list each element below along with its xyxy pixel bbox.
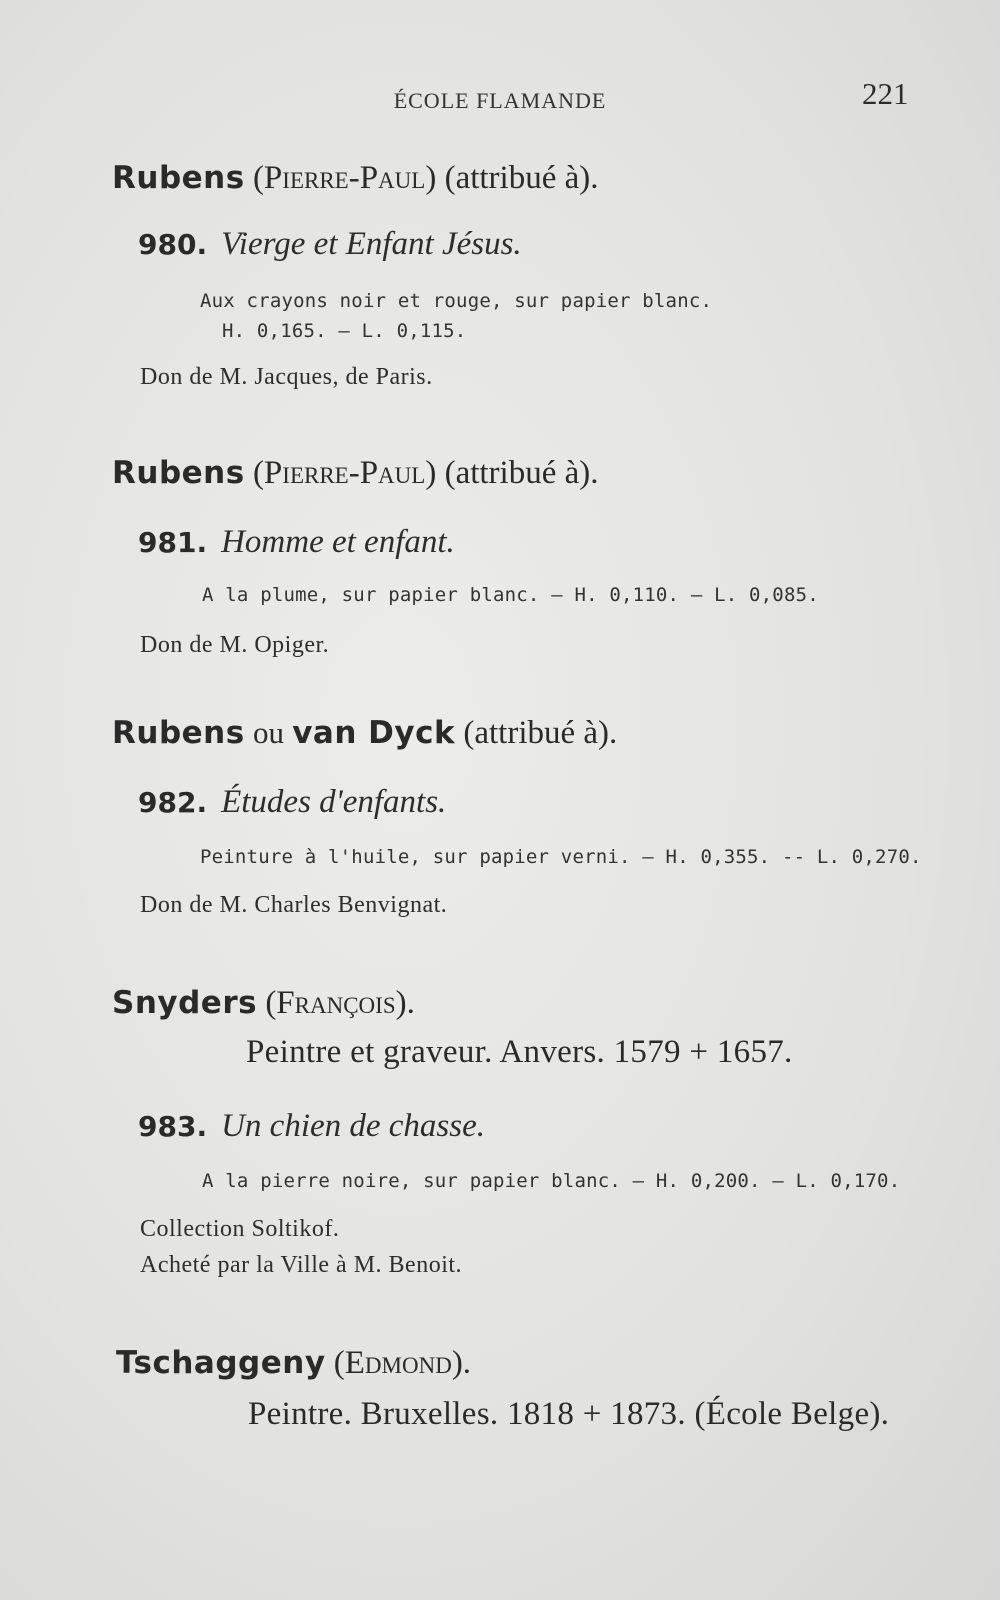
artist-heading xyxy=(112,455,599,492)
artist-heading xyxy=(112,160,599,197)
artist-given-name: (Pierre-Paul) xyxy=(252,160,437,196)
artist-given-name: (Edmond). xyxy=(333,1345,472,1381)
entry-title: Études d'enfants. xyxy=(221,784,447,820)
artist-heading xyxy=(116,1345,471,1382)
artist-attribution: (attribué à). xyxy=(463,715,618,751)
entry-heading xyxy=(138,1108,485,1145)
entry-dimensions: H. 0,165. — L. 0,115. xyxy=(222,320,467,342)
entry-provenance: Collection Soltikof. xyxy=(140,1216,340,1242)
entry-description: Peinture à l'huile, sur papier verni. — H. 0,355. -- L. 0,270. xyxy=(200,846,922,868)
entry-heading xyxy=(138,524,455,561)
running-title: ÉCOLE FLAMANDE xyxy=(393,88,607,113)
entry-acquisition: Acheté par la Ville à M. Benoit. xyxy=(140,1252,463,1278)
artist-heading xyxy=(112,985,415,1022)
entry-description: A la pierre noire, sur papier blanc. — H. 0,200. — L. 0,170. xyxy=(202,1170,901,1192)
page-number: 221 xyxy=(862,76,909,111)
artist-attribution: (attribué à). xyxy=(444,160,599,196)
artist-biography: Peintre et graveur. Anvers. 1579 + 1657. xyxy=(246,1034,793,1070)
artist-surname: Rubens xyxy=(112,715,245,751)
artist-surname: Rubens xyxy=(112,455,245,491)
entry-provenance: Don de M. Charles Benvignat. xyxy=(140,892,448,918)
entry-heading xyxy=(138,784,446,821)
artist-surname-alt: van Dyck xyxy=(292,715,456,751)
entry-description: A la plume, sur papier blanc. — H. 0,110. — L. 0,085. xyxy=(202,584,819,606)
artist-biography: Peintre. Bruxelles. 1818 + 1873. (École Belge). xyxy=(248,1396,890,1432)
entry-title: Homme et enfant. xyxy=(221,524,455,560)
artist-surname: Rubens xyxy=(112,160,245,196)
entry-title: Un chien de chasse. xyxy=(221,1108,486,1144)
artist-heading xyxy=(112,715,617,752)
entry-title: Vierge et Enfant Jésus. xyxy=(221,226,522,262)
entry-number: 981. xyxy=(138,526,208,559)
entry-number: 983. xyxy=(138,1110,208,1143)
artist-surname: Tschaggeny xyxy=(116,1345,326,1381)
entry-number: 982. xyxy=(138,786,208,819)
artist-attribution: (attribué à). xyxy=(444,455,599,491)
entry-provenance: Don de M. Jacques, de Paris. xyxy=(140,364,433,390)
entry-number: 980. xyxy=(138,228,208,261)
artist-given-name: (Pierre-Paul) xyxy=(252,455,437,491)
artist-given-name: (François). xyxy=(265,985,415,1021)
artist-connector: ou xyxy=(252,715,284,750)
entry-description: Aux crayons noir et rouge, sur papier blanc. xyxy=(200,290,713,312)
artist-surname: Snyders xyxy=(112,985,258,1021)
entry-provenance: Don de M. Opiger. xyxy=(140,632,330,658)
entry-heading xyxy=(138,226,522,263)
